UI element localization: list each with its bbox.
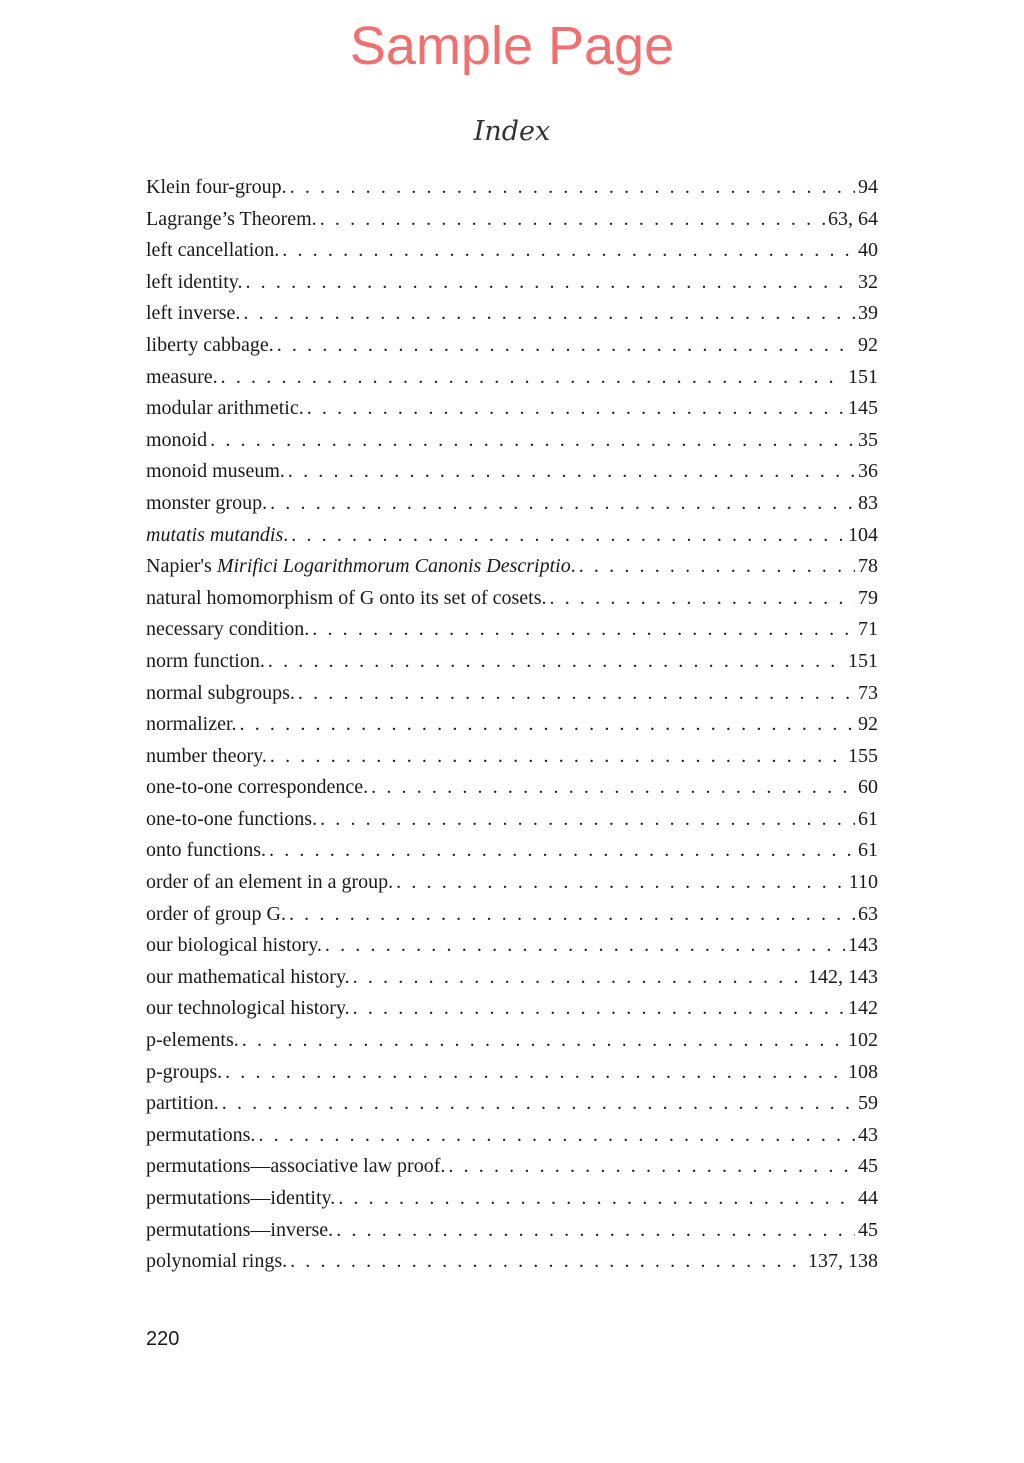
dot-leader — [277, 330, 855, 362]
index-term-text: p-elements. — [146, 1029, 239, 1052]
index-entry — [146, 204, 878, 236]
index-term — [146, 298, 240, 330]
index-entry — [146, 1215, 878, 1247]
index-entry — [146, 298, 878, 330]
index-entry — [146, 867, 878, 899]
index-term-text: necessary condition. — [146, 618, 310, 641]
index-term-suffix: . — [570, 555, 576, 578]
index-term-text: polynomial rings. — [146, 1250, 288, 1273]
dot-leader — [258, 1120, 855, 1152]
index-term-text: number theory. — [146, 744, 267, 767]
dot-leader — [579, 551, 855, 583]
dot-leader — [320, 804, 855, 836]
index-term — [146, 488, 267, 520]
index-term-text: p-groups. — [146, 1060, 223, 1083]
dot-leader — [336, 1215, 855, 1247]
index-entry — [146, 520, 878, 552]
index-page-ref: 40 — [858, 239, 878, 262]
index-term-text: normal subgroups. — [146, 681, 295, 704]
index-term-text: our biological history. — [146, 934, 322, 957]
index-term — [146, 235, 279, 267]
index-page-ref: 71 — [858, 618, 878, 641]
index-entry — [146, 930, 878, 962]
index-page-ref: 60 — [858, 776, 878, 799]
index-term-text: our mathematical history. — [146, 965, 350, 988]
index-page-ref: 63 — [858, 902, 878, 925]
dot-leader — [270, 741, 845, 773]
index-page-ref: 61 — [858, 807, 878, 830]
index-term — [146, 709, 237, 741]
index-page-ref: 43 — [858, 1123, 878, 1146]
index-page-ref: 102 — [848, 1029, 878, 1052]
dot-leader — [307, 393, 845, 425]
index-entry — [146, 551, 878, 583]
dot-leader — [242, 1025, 845, 1057]
dot-leader — [320, 204, 825, 236]
dot-leader — [240, 709, 855, 741]
index-term — [146, 1025, 239, 1057]
index-entry — [146, 1183, 878, 1215]
index-entry — [146, 772, 878, 804]
index-term-text: order of an element in a group. — [146, 871, 394, 894]
index-entry — [146, 614, 878, 646]
index-page-ref: 61 — [858, 839, 878, 862]
index-term — [146, 899, 286, 931]
index-term-text: permutations. — [146, 1123, 256, 1146]
index-term-italic: mutatis mutandis — [146, 523, 284, 546]
index-term-text: liberty cabbage. — [146, 333, 274, 356]
index-term — [146, 583, 547, 615]
index-entry — [146, 393, 878, 425]
index-page-ref: 83 — [858, 491, 878, 514]
dot-leader — [282, 235, 855, 267]
index-entry — [146, 1025, 878, 1057]
index-page-ref: 110 — [848, 871, 878, 894]
index-term — [146, 1151, 445, 1183]
index-entry — [146, 1120, 878, 1152]
index-term-text: normalizer. — [146, 713, 237, 736]
index-term — [146, 362, 218, 394]
dot-leader — [221, 362, 845, 394]
index-page-ref: 151 — [848, 649, 878, 672]
index-page-ref: 92 — [858, 713, 878, 736]
dot-leader — [312, 614, 855, 646]
dot-leader — [371, 772, 855, 804]
dot-leader — [269, 835, 855, 867]
index-term — [146, 393, 304, 425]
dot-leader — [353, 962, 805, 994]
index-list — [146, 172, 878, 1278]
index-term-italic: Mirifici Logarithmorum Canonis Descriptio — [216, 555, 571, 578]
index-entry — [146, 330, 878, 362]
index-entry — [146, 835, 878, 867]
index-entry — [146, 172, 878, 204]
dot-leader — [225, 1057, 845, 1089]
index-page-ref: 63, 64 — [828, 207, 878, 230]
index-page-ref: 79 — [858, 586, 878, 609]
index-entry — [146, 709, 878, 741]
index-term — [146, 962, 350, 994]
index-term — [146, 867, 393, 899]
index-term — [146, 456, 285, 488]
index-entry — [146, 1088, 878, 1120]
index-term-text: onto functions. — [146, 839, 266, 862]
dot-leader — [245, 267, 855, 299]
index-term-text: one-to-one correspondence. — [146, 776, 369, 799]
index-entry — [146, 425, 878, 457]
index-term-text: measure. — [146, 365, 218, 388]
index-term-text: norm function. — [146, 649, 265, 672]
dot-leader — [289, 899, 855, 931]
dot-leader — [290, 1246, 805, 1278]
index-term — [146, 1183, 335, 1215]
index-term — [146, 172, 287, 204]
index-page-ref: 45 — [858, 1155, 878, 1178]
index-term — [146, 614, 309, 646]
dot-leader — [396, 867, 846, 899]
index-entry — [146, 678, 878, 710]
index-term-text: partition. — [146, 1092, 219, 1115]
index-term-text: monoid museum. — [146, 460, 285, 483]
index-term — [146, 1215, 333, 1247]
index-page-ref: 35 — [858, 428, 878, 451]
index-entry — [146, 362, 878, 394]
index-entry — [146, 962, 878, 994]
sample-page-watermark: Sample Page — [349, 16, 675, 76]
index-page-ref: 145 — [848, 397, 878, 420]
index-page-ref: 155 — [848, 744, 878, 767]
index-page-ref: 142 — [848, 997, 878, 1020]
index-page-ref: 39 — [858, 302, 878, 325]
dot-leader — [353, 993, 845, 1025]
index-term — [146, 1120, 255, 1152]
index-term-text: modular arithmetic. — [146, 397, 304, 420]
dot-leader — [338, 1183, 855, 1215]
index-term — [146, 1246, 287, 1278]
dot-leader — [550, 583, 855, 615]
index-term-text: Klein four-group. — [146, 176, 287, 198]
index-entry — [146, 1151, 878, 1183]
index-entry — [146, 267, 878, 299]
index-page-ref: 108 — [848, 1060, 878, 1083]
index-entry — [146, 741, 878, 773]
index-page-ref: 36 — [858, 460, 878, 483]
index-page-ref: 143 — [848, 934, 878, 957]
dot-leader — [325, 930, 845, 962]
index-page-ref: 94 — [858, 176, 878, 198]
dot-leader — [288, 456, 855, 488]
index-page-ref: 45 — [858, 1218, 878, 1241]
index-entry — [146, 235, 878, 267]
index-term — [146, 678, 295, 710]
index-page-ref: 92 — [858, 333, 878, 356]
index-term — [146, 1057, 222, 1089]
index-term — [146, 330, 274, 362]
index-page-ref: 151 — [848, 365, 878, 388]
dot-leader — [222, 1088, 855, 1120]
index-page-ref: 32 — [858, 270, 878, 293]
index-page-ref: 142, 143 — [808, 965, 878, 988]
index-term-text: left cancellation. — [146, 239, 280, 262]
index-term-text: permutations—inverse. — [146, 1218, 334, 1241]
dot-leader — [291, 520, 845, 552]
index-term-text: one-to-one functions. — [146, 807, 318, 830]
index-term — [146, 835, 266, 867]
dot-leader — [268, 646, 845, 678]
index-page-ref: 59 — [858, 1092, 878, 1115]
index-term-suffix: . — [283, 523, 289, 546]
index-term-text: our technological history. — [146, 997, 350, 1020]
dot-leader — [298, 678, 855, 710]
index-term — [146, 646, 265, 678]
dot-leader — [210, 425, 855, 457]
index-page-ref: 44 — [858, 1187, 878, 1209]
index-page-ref: 78 — [858, 555, 878, 578]
index-term — [146, 425, 207, 457]
index-term — [146, 804, 317, 836]
index-term — [146, 772, 368, 804]
index-entry — [146, 488, 878, 520]
index-term-text: Napier's — [146, 555, 217, 578]
index-heading: Index — [473, 116, 551, 147]
index-term — [146, 741, 267, 773]
index-term-text: permutations—identity. — [146, 1187, 336, 1209]
index-entry — [146, 1246, 878, 1278]
index-page-ref: 104 — [848, 523, 878, 546]
index-page-ref: 73 — [858, 681, 878, 704]
index-term-text: natural homomorphism of G onto its set of cosets. — [146, 586, 547, 609]
dot-leader — [270, 488, 855, 520]
index-term — [146, 993, 350, 1025]
dot-leader — [243, 298, 855, 330]
index-entry — [146, 646, 878, 678]
index-term-text: left inverse. — [146, 302, 241, 325]
dot-leader — [290, 172, 855, 204]
index-term-text: permutations—associative law proof. — [146, 1155, 446, 1178]
index-entry — [146, 583, 878, 615]
index-term-text: left identity. — [146, 270, 243, 293]
index-term-text: order of group G. — [146, 902, 286, 925]
index-entry — [146, 804, 878, 836]
index-term-text: Lagrange’s Theorem. — [146, 207, 317, 230]
index-entry — [146, 456, 878, 488]
index-term — [146, 520, 288, 552]
index-term — [146, 551, 576, 583]
index-entry — [146, 993, 878, 1025]
index-term-text: monster group. — [146, 491, 268, 514]
index-entry — [146, 1057, 878, 1089]
dot-leader — [448, 1151, 855, 1183]
page-number: 220 — [146, 1328, 180, 1350]
index-term — [146, 267, 242, 299]
index-term — [146, 1088, 219, 1120]
index-term — [146, 930, 322, 962]
index-term-text: monoid — [146, 428, 208, 451]
index-term — [146, 204, 317, 236]
index-entry — [146, 899, 878, 931]
index-page-ref: 137, 138 — [808, 1250, 878, 1273]
